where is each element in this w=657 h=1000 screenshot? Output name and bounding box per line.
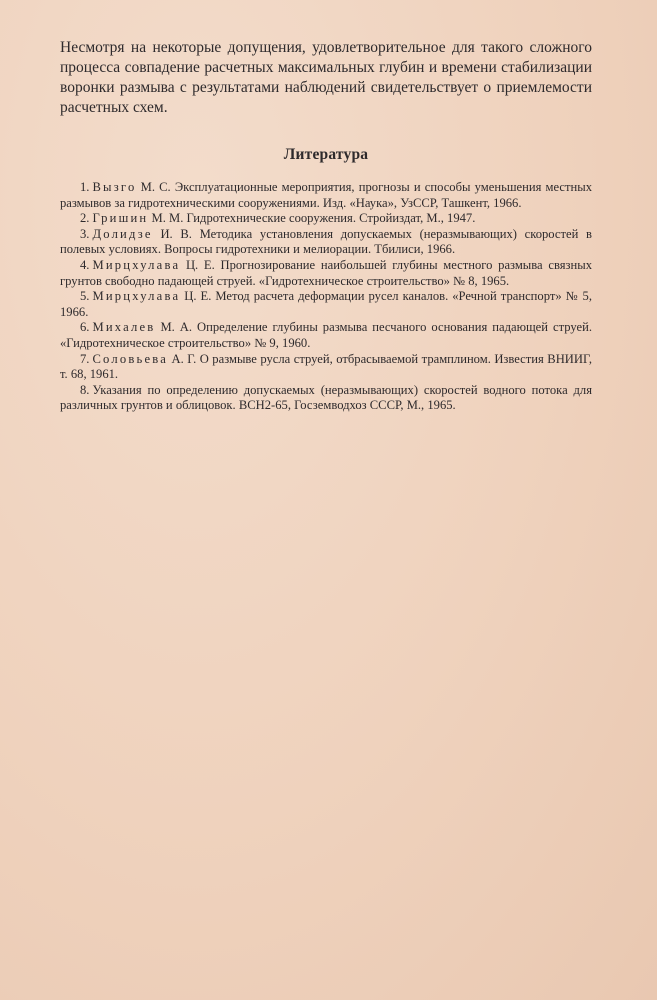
reference-number: 7. [80, 351, 90, 366]
reference-text: Ц. Е. Метод расчета деформации русел каналов. «Речной транспорт» № 5, 1966. [60, 289, 592, 319]
intro-paragraph [60, 38, 592, 118]
reference-author: Мирцхулава [92, 289, 181, 304]
reference-text: Ц. Е. Прогнозирование наибольшей глубины местного размыва связных грунтов свободно падающей струей. «Гидротехническое строительство» № 8, 1965. [60, 257, 592, 288]
references-heading: Литература [283, 146, 369, 163]
reference-author: Мирцхулава [92, 257, 181, 272]
reference-item [60, 352, 592, 383]
reference-number: 8. [80, 382, 90, 397]
reference-author: Гришин [92, 211, 149, 226]
reference-item [60, 383, 592, 414]
reference-text: М. М. Гидротехнические сооружения. Стройиздат, М., 1947. [148, 211, 476, 226]
reference-item [60, 180, 592, 211]
reference-item [60, 289, 592, 320]
reference-item [60, 211, 592, 227]
reference-number: 6. [80, 320, 90, 335]
reference-number: 1. [80, 180, 90, 194]
reference-item [60, 258, 592, 289]
reference-text: А. Г. О размыве русла струей, отбрасываемой трамплином. Известия ВНИИГ, т. 68, 1961. [60, 351, 592, 382]
reference-number: 3. [80, 226, 90, 241]
references-list [60, 180, 592, 414]
reference-number: 5. [80, 289, 90, 304]
reference-item [60, 227, 592, 258]
reference-number: 2. [80, 211, 90, 226]
reference-author: Долидзе [92, 226, 153, 241]
reference-number: 4. [80, 257, 90, 272]
reference-item [60, 320, 592, 351]
intro-text: Несмотря на некоторые допущения, удовлетворительное для такого сложного процесса совпадение расчетных максимальных глубин и времени стабилизации воронки размыва с результатами наблюдений свидетельствует о приемлемости расчетных схем. [60, 39, 592, 116]
reference-author: Вызго [92, 180, 137, 194]
reference-text: М. С. Эксплуатационные мероприятия, прогнозы и способы уменьшения местных размывов за гидротехническими сооружениями. Изд. «Наука», УзССР, Ташкент, 1966. [60, 180, 592, 210]
page-content [60, 38, 592, 414]
reference-text: М. А. Определение глубины размыва песчаного основания падающей струей. «Гидротехническое строительство» № 9, 1960. [60, 320, 592, 350]
reference-text: Указания по определению допускаемых (неразмывающих) скоростей водного потока для различных грунтов и облицовок. ВСН2-65, Госземводхоз СССР, М., 1965. [60, 382, 592, 413]
reference-author: Соловьева [92, 351, 169, 366]
reference-text: И. В. Методика установления допускаемых (неразмывающих) скоростей в полевых условиях. Вопросы гидротехники и мелиорации. Тбилиси, 1966. [60, 226, 592, 257]
reference-author: Михалев [92, 320, 156, 335]
